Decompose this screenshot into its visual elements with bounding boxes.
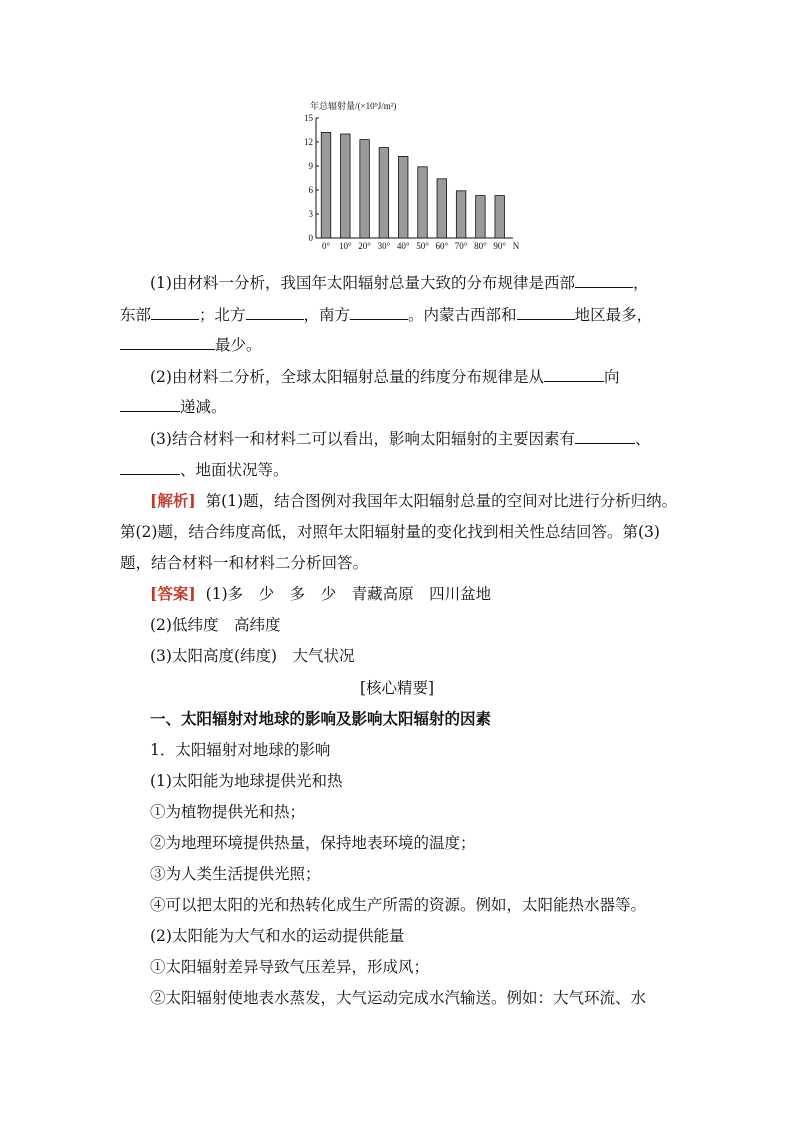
- y-tick-label: 9: [308, 161, 313, 171]
- answer-blank: [246, 305, 304, 320]
- analysis-line-3: 题，结合材料一和材料二分析回答。: [120, 554, 369, 572]
- q1-text-h: 最少。: [215, 336, 262, 354]
- bar: [456, 191, 466, 238]
- q1-text-c: 东部: [120, 306, 152, 324]
- q2-text-a: (2)由材料二分析，全球太阳辐射总量的纬度分布规律是从: [150, 368, 544, 386]
- analysis-tag: [解析]: [150, 491, 196, 510]
- paragraph-1b: ②为地理环境提供热量，保持地表环境的温度；: [150, 834, 476, 852]
- q1-text-a: (1)由材料一分析，我国年太阳辐射总量大致的分布规律是西部: [150, 274, 575, 292]
- paragraph-1: (1)太阳能为地球提供光和热: [150, 772, 343, 790]
- y-tick-label: 6: [308, 185, 313, 195]
- bar: [379, 148, 389, 238]
- q1-text-g: 地区最多，: [574, 306, 653, 324]
- core-heading: [核心精要]: [359, 679, 435, 697]
- answer-blank: [120, 397, 180, 412]
- q1-text-f: 。内蒙古西部和: [408, 306, 517, 324]
- answer-tag: [答案]: [150, 584, 196, 603]
- answer-blank: [350, 305, 408, 320]
- y-tick-label: 0: [308, 233, 313, 243]
- x-tick-label: 50°: [416, 241, 429, 251]
- q1-text-b: ，: [632, 274, 649, 292]
- q3-text-c: 、地面状况等。: [180, 461, 289, 479]
- bar: [437, 179, 447, 238]
- x-tick-label: 70°: [454, 241, 468, 251]
- q2-text-b: 向: [603, 368, 620, 386]
- bar: [398, 156, 408, 238]
- answer-line-1: [150, 583, 710, 605]
- y-tick-label: 3: [308, 209, 313, 219]
- q1-text-e: ，南方: [303, 306, 351, 324]
- y-tick-label: 15: [304, 113, 313, 123]
- bar: [341, 134, 351, 238]
- paragraph-1c: ③为人类生活提供光照；: [150, 865, 321, 883]
- analysis-line-1: [150, 490, 710, 512]
- answer-blank: [575, 273, 633, 288]
- x-tick-label: 40°: [396, 241, 410, 251]
- q3-text-b: 、: [634, 430, 651, 448]
- answer-line-3: (3)太阳高度(纬度) 大气状况: [150, 647, 355, 665]
- paragraph-2: (2)太阳能为大气和水的运动提供能量: [150, 927, 405, 945]
- paragraph-1a: ①为植物提供光和热；: [150, 803, 306, 821]
- q3-text-a: (3)结合材料一和材料二可以看出，影响太阳辐射的主要因素有: [150, 430, 575, 448]
- paragraph-2a: ①太阳辐射差异导致气压差异，形成风；: [150, 958, 430, 976]
- x-tick-label: 0°: [321, 241, 331, 251]
- analysis-text-1: 第(1)题，结合图例对我国年太阳辐射总量的空间对比进行分析归纳。: [205, 492, 678, 510]
- x-tick-label: 60°: [435, 241, 449, 251]
- x-tick-label: 10°: [338, 241, 352, 251]
- bar: [495, 196, 505, 238]
- answer-blank: [151, 305, 199, 320]
- subsection-heading-1: 1．太阳辐射对地球的影响: [150, 741, 331, 759]
- paragraph-2b: ②太阳辐射使地表水蒸发，大气运动完成水汽输送。例如：大气环流、水: [150, 989, 647, 1007]
- x-axis-unit-label: N: [512, 241, 520, 251]
- question-1-line-2: [120, 304, 680, 326]
- bar: [476, 196, 486, 238]
- answer-blank: [575, 429, 635, 444]
- answer-blank: [120, 460, 180, 475]
- answer-blank: [517, 305, 575, 320]
- x-tick-label: 80°: [474, 241, 487, 251]
- question-3-line-2: [120, 459, 680, 481]
- y-tick-label: 12: [304, 137, 313, 147]
- question-2-line-2: [120, 396, 680, 418]
- question-3-line-1: [150, 428, 710, 450]
- question-2-line-1: [150, 366, 710, 388]
- answer-blank: [120, 335, 215, 350]
- section-heading-1: 一、太阳辐射对地球的影响及影响太阳辐射的因素: [150, 709, 492, 728]
- q1-text-d: ；北方: [199, 306, 246, 324]
- x-tick-label: 90°: [493, 241, 507, 251]
- answer-line-2: (2)低纬度 高纬度: [150, 616, 281, 634]
- question-1-line-1: [150, 272, 710, 294]
- latitude-radiation-bar-chart: [298, 96, 538, 256]
- answer-blank: [544, 367, 604, 382]
- x-tick-label: 20°: [358, 241, 371, 251]
- bar: [321, 132, 331, 238]
- q2-text-c: 递减。: [180, 398, 227, 416]
- paragraph-1d: ④可以把太阳的光和热转化成生产所需的资源。例如，太阳能热水器等。: [150, 896, 647, 914]
- bar: [360, 140, 370, 238]
- chart-y-axis-label: 年总辐射量/(×10⁹J/m²): [310, 101, 397, 111]
- x-tick-label: 30°: [377, 241, 391, 251]
- answer-text-1: (1)多 少 多 少 青藏高原 四川盆地: [205, 585, 492, 603]
- bar: [418, 167, 428, 238]
- analysis-line-2: 第(2)题，结合纬度高低，对照年太阳辐射量的变化找到相关性总结回答。第(3): [120, 523, 660, 541]
- question-1-line-3: [120, 334, 680, 356]
